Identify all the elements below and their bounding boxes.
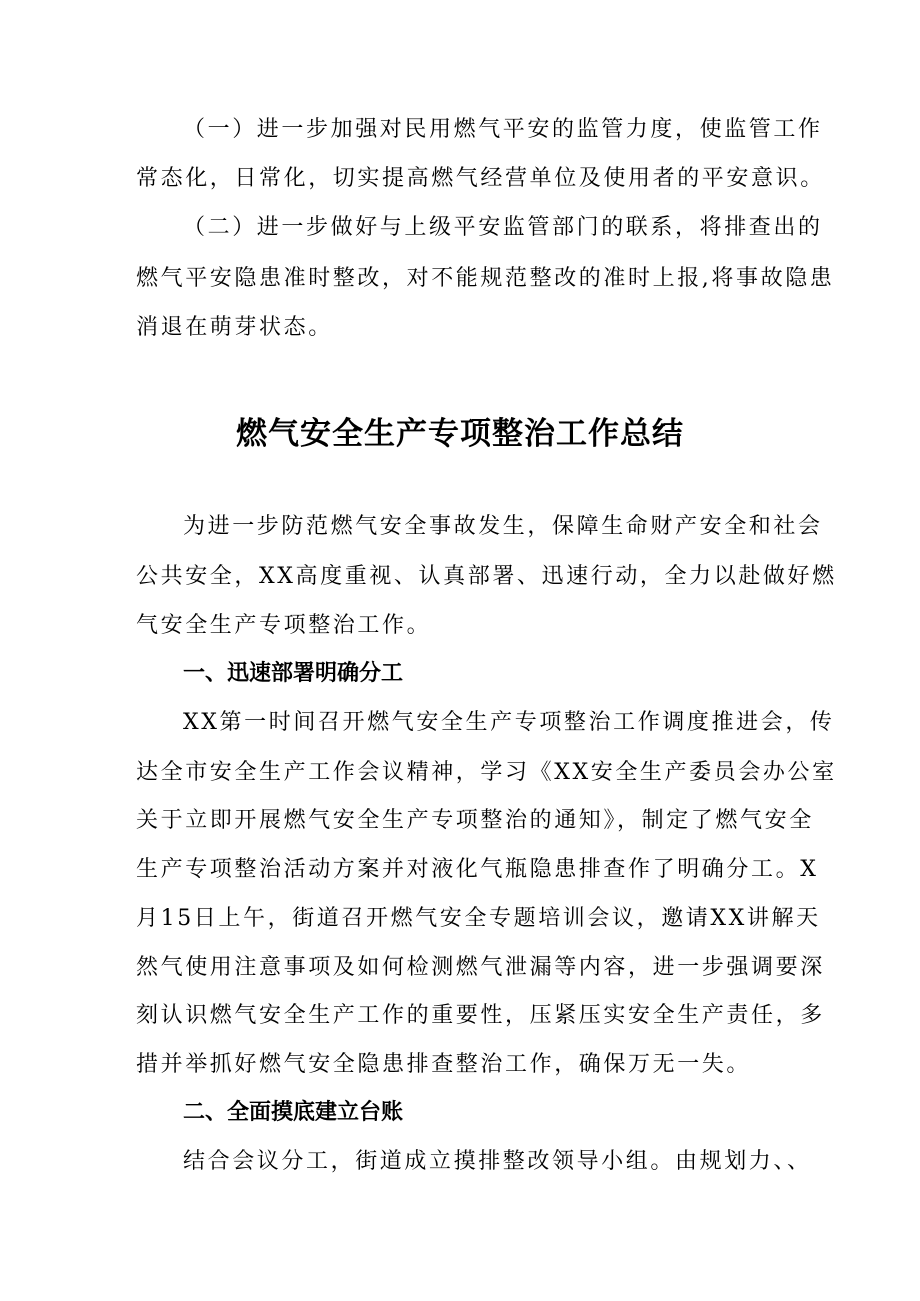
- section1-line4: 生产专项整治活动方案并对液化气瓶隐患排查作了明确分工。X: [136, 857, 819, 882]
- document-title: 燃气安全生产专项整治工作总结: [236, 416, 684, 452]
- intro-line2: 公共安全，XX高度重视、认真部署、迅速行动，全力以赴做好燃: [136, 564, 837, 589]
- intro-line1: 为进一步防范燃气安全事故发生，保障生命财产安全和社会: [183, 514, 823, 539]
- section2-heading: 二、全面摸底建立台账: [183, 1100, 404, 1125]
- prev-para1-line2: 常态化，日常化，切实提高燃气经营单位及使用者的平安意识。: [136, 166, 825, 191]
- intro-line3: 气安全生产专项整治工作。: [136, 613, 432, 638]
- section1-heading: 一、迅速部署明确分工: [183, 661, 404, 686]
- section1-line6: 然气使用注意事项及如何检测燃气泄漏等内容，进一步强调要深: [136, 955, 825, 980]
- section1-line2: 达全市安全生产工作会议精神，学习《XX安全生产委员会办公室: [136, 760, 837, 785]
- section1-line7: 刻认识燃气安全生产工作的重要性，压紧压实安全生产责任，多: [136, 1003, 825, 1028]
- prev-para2-line2: 燃气平安隐患准时整改，对不能规范整改的准时上报,将事故隐患: [136, 266, 835, 291]
- prev-para2-line1: （二）进一步做好与上级平安监管部门的联系，将排查出的: [183, 215, 823, 240]
- section1-line5: 月15日上午，街道召开燃气安全专题培训会议，邀请XX讲解天: [136, 906, 821, 931]
- section1-line8: 措并举抓好燃气安全隐患排查整治工作，确保万无一失。: [136, 1052, 752, 1077]
- section1-line1: XX第一时间召开燃气安全生产专项整治工作调度推进会，传: [183, 710, 835, 735]
- section2-line1: 结合会议分工，街道成立摸排整改领导小组。由规划力、、: [183, 1149, 812, 1174]
- prev-para1-line1: （一）进一步加强对民用燃气平安的监管力度，使监管工作: [183, 117, 823, 142]
- section1-line3: 关于立即开展燃气安全生产专项整治的通知》，制定了燃气安全: [136, 808, 814, 833]
- prev-para2-line3: 消退在萌芽状态。: [136, 315, 333, 340]
